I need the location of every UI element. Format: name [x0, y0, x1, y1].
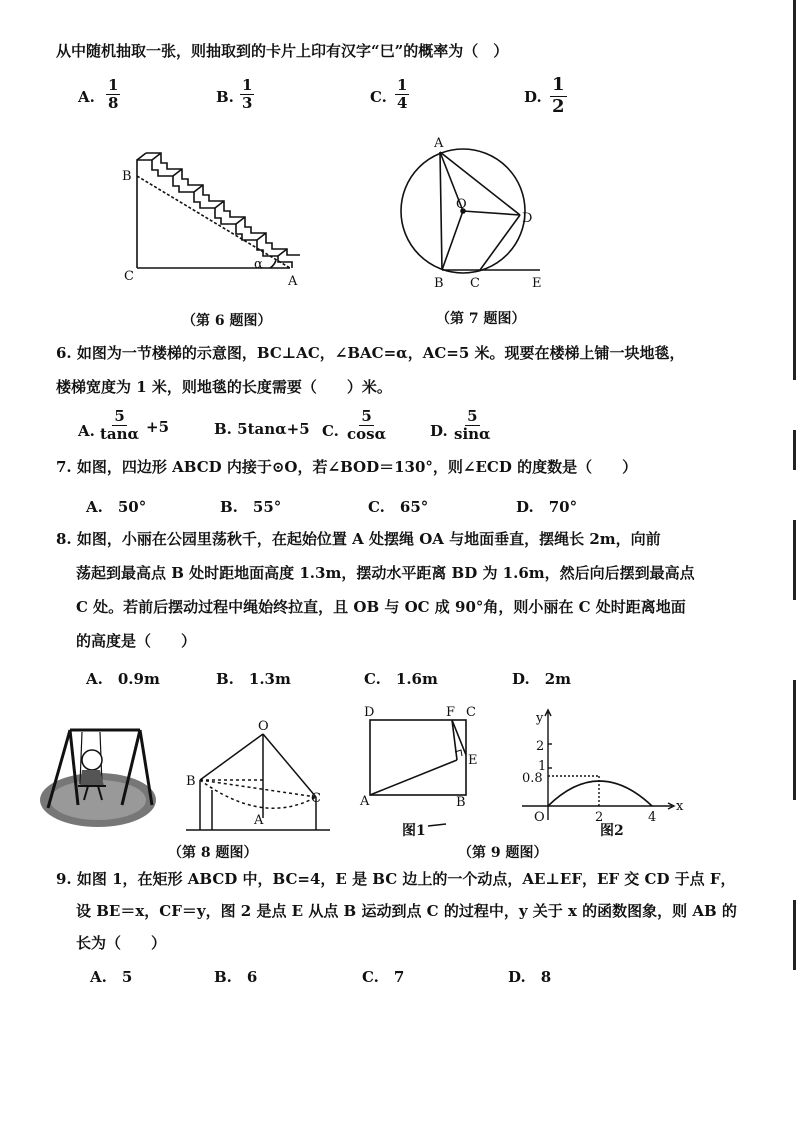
fig7-label-d: D: [522, 211, 533, 226]
fig9-fig1-caption: 图1: [402, 823, 426, 839]
fig9-origin: O: [534, 810, 545, 825]
q9-option-a: A. 5: [90, 968, 133, 986]
fig9-tick-y08: 0.8: [522, 771, 543, 786]
fig6-label-a: A: [288, 274, 298, 289]
fig8-caption: （第 8 题图）: [168, 845, 258, 861]
q5-option-b-fraction: $\frac{1}{3}$: [242, 76, 253, 113]
q5-option-d-fraction: $\frac{1}{2}$: [552, 74, 565, 117]
q9-option-c: C. 7: [362, 968, 405, 986]
page-edge-mark: [793, 430, 796, 470]
q6-option-b: B. 5tanα+5: [214, 420, 310, 438]
q5-option-a: A.: [78, 88, 95, 106]
fig8-label-b: B: [186, 774, 196, 789]
fig9-rectangle-diagram: [370, 720, 466, 795]
fig9-label-b: B: [456, 795, 466, 810]
q6-option-d-letter: D.: [430, 422, 448, 440]
q6-option-a-fraction: $\frac{5}{\tan\alpha}$: [100, 407, 140, 444]
q8-option-a: A. 0.9m: [86, 670, 160, 688]
fig9-fig2-caption: 图2: [600, 823, 624, 839]
fig7-label-b: B: [434, 276, 444, 291]
q6-option-d-fraction: $\frac{5}{\sin\alpha}$: [454, 407, 491, 444]
fig8-label-a: A: [254, 813, 264, 828]
q9-stem-line2: 设 BE＝x，CF＝y，图 2 是点 E 从点 B 运动到点 C 的过程中，y 关于 x 的函数图象，则 AB 的: [76, 902, 737, 920]
q5-option-b: B.: [216, 88, 234, 106]
fig9-tick-x4: 4: [648, 810, 657, 825]
q7-option-a: A. 50°: [86, 498, 147, 516]
q9-stem-line3: 长为（ ）: [76, 934, 167, 952]
q5-option-a-fraction: $\frac{1}{8}$: [108, 76, 119, 113]
q6-stem-line2: 楼梯宽度为 1 米，则地毯的长度需要（ ）米。: [56, 378, 392, 396]
q5-option-c-fraction: $\frac{1}{4}$: [397, 76, 408, 113]
q8-stem-line2: 荡起到最高点 B 处时距地面高度 1.3m，摆动水平距离 BD 为 1.6m，然后向后摆到最高点: [76, 564, 695, 582]
fig9-tick-y1: 1: [538, 759, 547, 774]
fig9-axis-y: y: [536, 711, 544, 726]
q5-option-c: C.: [370, 88, 387, 106]
q5-stem: 从中随机抽取一张，则抽取到的卡片上印有汉字“巳”的概率为（ ）: [56, 42, 509, 60]
fig6-label-alpha: α: [254, 257, 263, 272]
fig9-label-f: F: [446, 705, 456, 720]
fig8-label-o: O: [258, 719, 269, 734]
fig9-label-a: A: [360, 794, 370, 809]
q8-option-d: D. 2m: [512, 670, 572, 688]
fig9-tick-x2: 2: [595, 810, 604, 825]
fig9-tick-y2: 2: [536, 739, 545, 754]
fig7-caption: （第 7 题图）: [436, 311, 526, 327]
fig8-swing-illustration: [40, 730, 156, 827]
fig6-caption: （第 6 题图）: [182, 313, 272, 329]
q6-stem-line1: 6. 如图为一节楼梯的示意图，BC⊥AC，∠BAC=α，AC=5 米。现要在楼梯上铺一块地毯，: [56, 344, 685, 362]
q7-stem: 7. 如图，四边形 ABCD 内接于⊙O，若∠BOD＝130°，则∠ECD 的度数是（ ）: [56, 458, 638, 476]
q8-stem-line3: C 处。若前后摆动过程中绳始终拉直，且 OB 与 OC 成 90°角，则小丽在 C 处时距离地面: [76, 598, 686, 616]
q8-option-b: B. 1.3m: [216, 670, 291, 688]
page-edge-mark: [793, 520, 796, 600]
fig9-axis-x: x: [676, 799, 684, 814]
fig6-label-b: B: [122, 169, 132, 184]
fig7-label-o: O: [456, 197, 467, 212]
fig9-label-c: C: [466, 705, 476, 720]
q8-option-c: C. 1.6m: [364, 670, 438, 688]
fig9-caption: （第 9 题图）: [458, 845, 548, 861]
q9-option-d: D. 8: [508, 968, 552, 986]
q6-option-c-fraction: $\frac{5}{\cos\alpha}$: [347, 407, 387, 444]
page-edge-mark: [793, 0, 796, 380]
q6-option-a-suffix: +5: [146, 418, 170, 436]
fig9-label-e: E: [468, 753, 478, 768]
q9-stem-line1: 9. 如图 1，在矩形 ABCD 中，BC=4，E 是 BC 边上的一个动点，AE⊥EF，EF 交 CD 于点 F，: [56, 870, 736, 888]
page-edge-mark: [793, 680, 796, 800]
q6-option-a-letter: A.: [78, 422, 95, 440]
q9-option-b: B. 6: [214, 968, 258, 986]
q6-option-c-letter: C.: [322, 422, 339, 440]
q8-stem-line4: 的高度是（ ）: [76, 632, 197, 650]
fig6-label-c: C: [124, 269, 134, 284]
fig9-caption-mark: [428, 824, 446, 826]
fig7-label-a: A: [434, 136, 444, 151]
fig7-label-e: E: [532, 276, 542, 291]
fig7-label-c: C: [470, 276, 480, 291]
fig9-label-d: D: [364, 705, 375, 720]
q8-stem-line1: 8. 如图，小丽在公园里荡秋千，在起始位置 A 处摆绳 OA 与地面垂直，摆绳长 2m，向前: [56, 530, 661, 548]
q7-option-c: C. 65°: [368, 498, 429, 516]
q7-option-d: D. 70°: [516, 498, 578, 516]
q5-option-d: D.: [524, 88, 542, 106]
page-edge-mark: [793, 900, 796, 970]
fig8-label-c: C: [311, 791, 321, 806]
q7-option-b: B. 55°: [220, 498, 282, 516]
